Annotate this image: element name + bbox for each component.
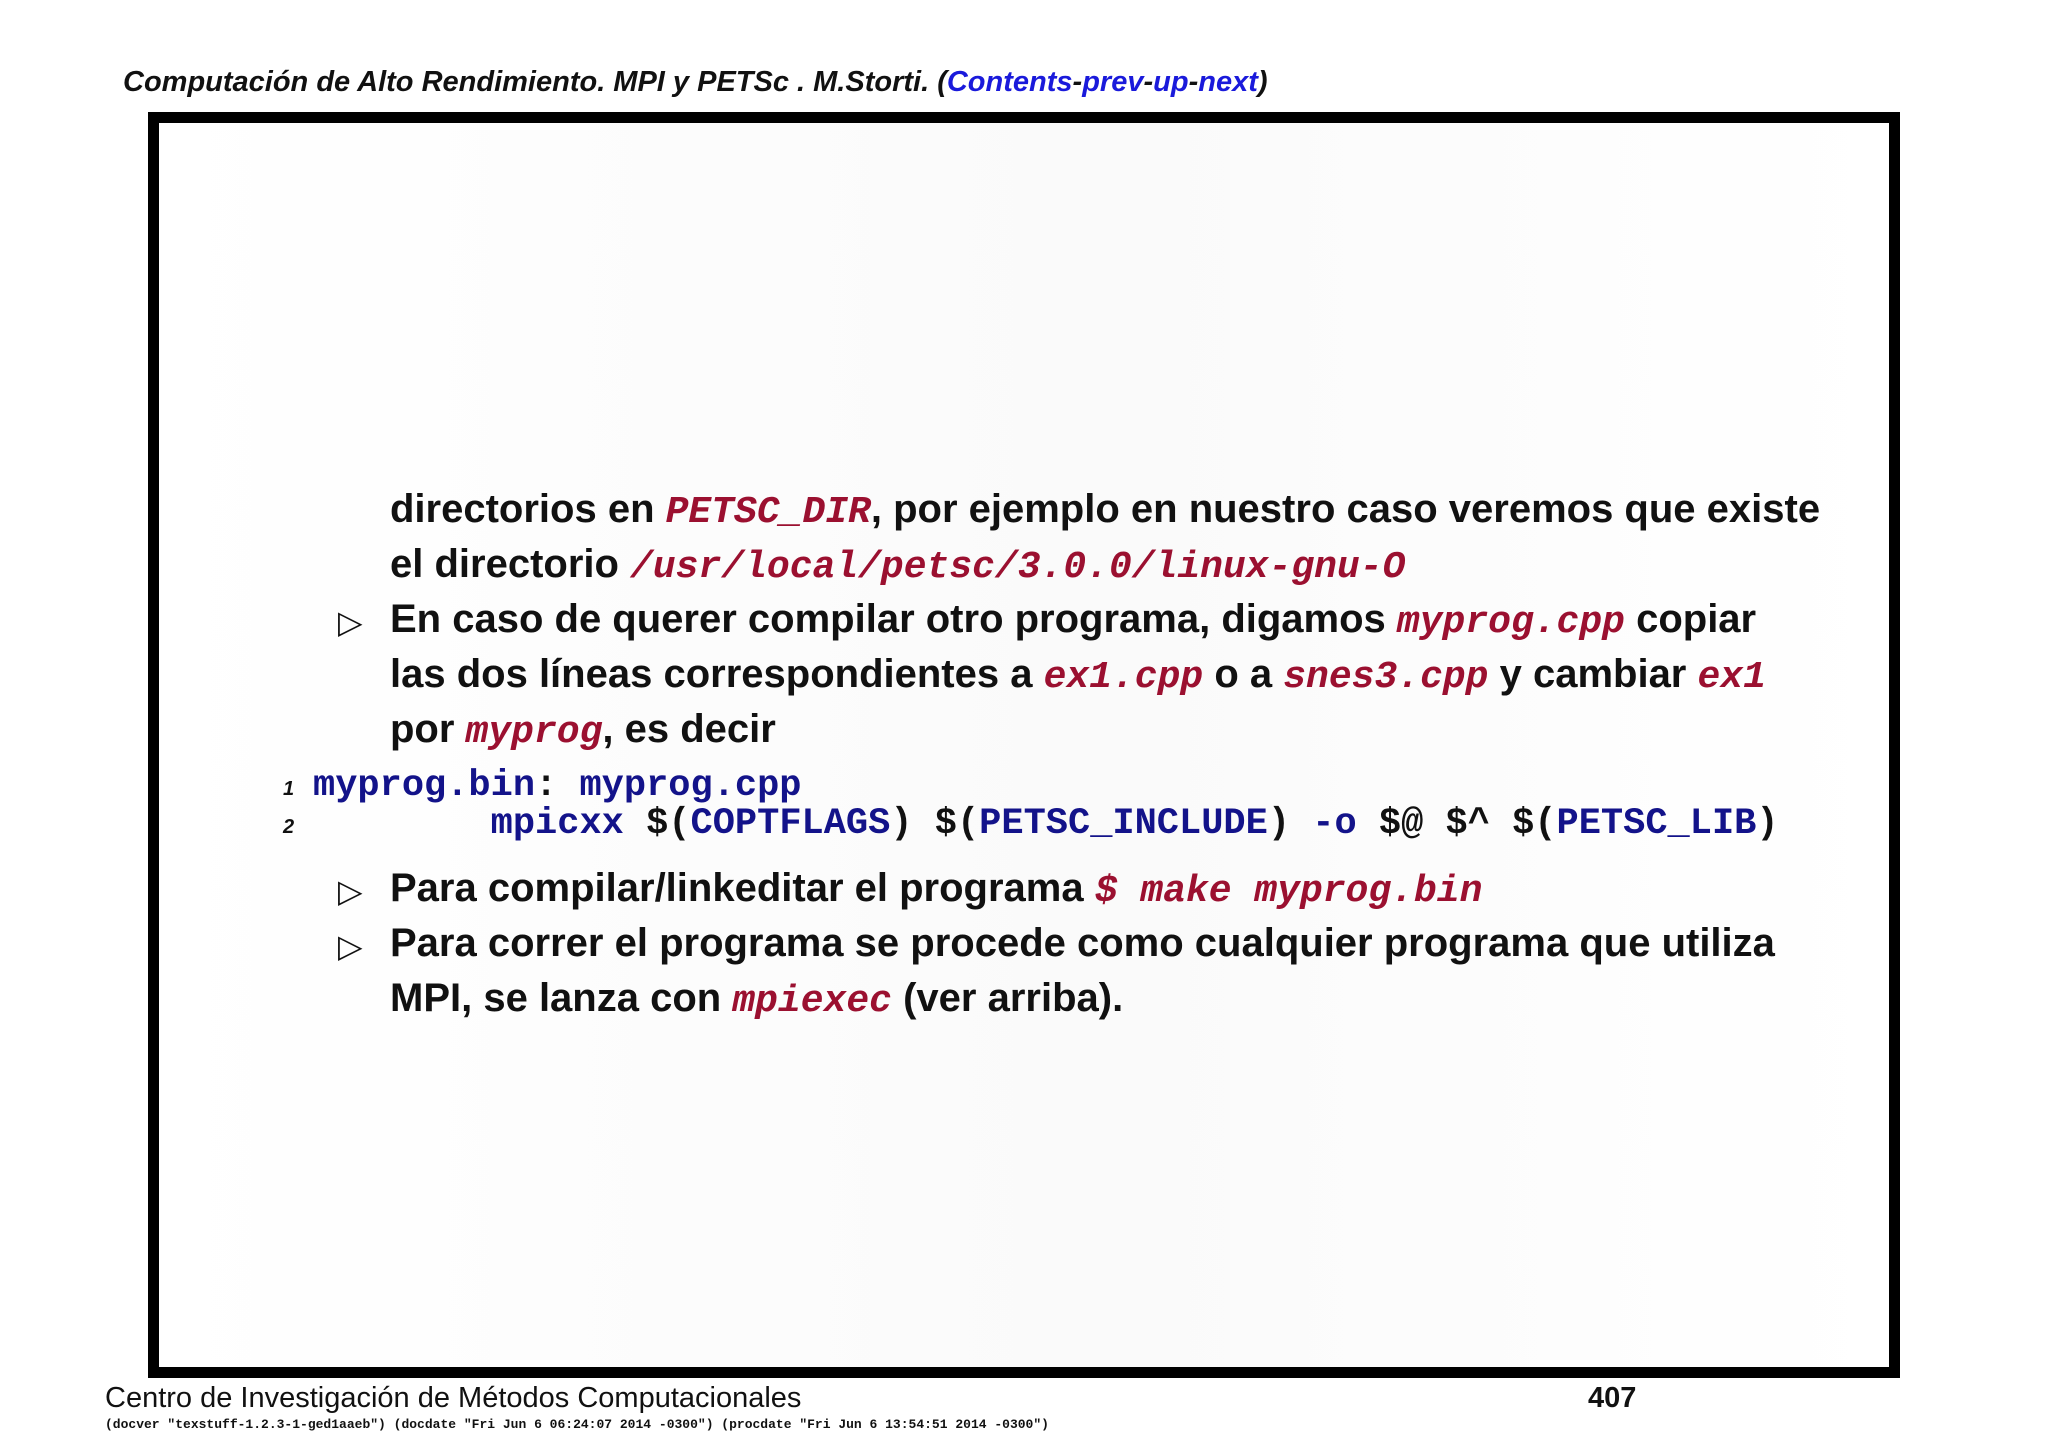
bullet-triangle-icon: ▷: [338, 873, 363, 909]
code-mpiexec: mpiexec: [732, 980, 892, 1023]
nav-up-link[interactable]: up: [1153, 66, 1189, 98]
bullet-2-line: Para compilar/linkeditar el programa $ make myprog.bin: [390, 866, 1483, 913]
nav-next-link[interactable]: next: [1198, 66, 1258, 98]
code-listing-line-1: 1 myprog.bin: myprog.cpp: [283, 765, 802, 807]
nav-separator: -: [1072, 66, 1083, 98]
page-number: 407: [1588, 1382, 1637, 1414]
code-petsc-dir: PETSC_DIR: [665, 491, 871, 534]
footer-version-info: (docver "texstuff-1.2.3-1-ged1aaeb") (docdate "Fri Jun 6 06:24:07 2014 -0300") (procdate "Fri Jun 6 13:54:51 2014 -0300"): [105, 1417, 1049, 1432]
nav-contents-link[interactable]: Contents: [946, 66, 1073, 98]
header-title: Computación de Alto Rendimiento. MPI y PETSc . M.Storti. (: [123, 66, 947, 98]
nav-prev-link[interactable]: prev: [1082, 66, 1144, 98]
nav-separator: -: [1188, 66, 1199, 98]
bullet-triangle-icon: ▷: [338, 928, 363, 964]
code-ex1: ex1: [1697, 656, 1766, 699]
bullet-3-line-2: MPI, se lanza con mpiexec (ver arriba).: [390, 976, 1124, 1023]
code-myprog-cpp: myprog.cpp: [1396, 601, 1625, 644]
code-listing-line-2: 2 mpicxx $(COPTFLAGS) $(PETSC_INCLUDE) -o $@ $^ $(PETSC_LIB): [283, 803, 1779, 845]
code-ex1-cpp: ex1.cpp: [1043, 656, 1204, 699]
code-myprog: myprog: [465, 711, 603, 754]
bullet-triangle-icon: ▷: [338, 604, 363, 640]
bullet-1-line-3: por myprog, es decir: [390, 707, 776, 754]
code-snes3-cpp: snes3.cpp: [1283, 656, 1489, 699]
bullet-3-line-1: Para correr el programa se procede como cualquier programa que utiliza: [390, 921, 1775, 965]
code-directory-path: /usr/local/petsc/3.0.0/linux-gnu-O: [630, 546, 1406, 589]
page-header: [123, 66, 1268, 99]
paragraph-line-1: directorios en PETSC_DIR, por ejemplo en nuestro caso veremos que existe: [390, 487, 1821, 534]
line-number: 2: [283, 816, 295, 838]
bullet-1-line-1: En caso de querer compilar otro programa, digamos myprog.cpp copiar: [390, 597, 1757, 644]
line-number: 1: [283, 778, 295, 800]
bullet-1-line-2: las dos líneas correspondientes a ex1.cpp o a snes3.cpp y cambiar ex1: [390, 652, 1766, 699]
footer-institution: Centro de Investigación de Métodos Computacionales: [105, 1382, 802, 1414]
code-make-command: $ make myprog.bin: [1094, 870, 1483, 913]
header-close-paren: ): [1257, 66, 1268, 98]
nav-separator: -: [1143, 66, 1154, 98]
paragraph-line-2: el directorio /usr/local/petsc/3.0.0/linux-gnu-O: [390, 542, 1406, 589]
slide-frame: [148, 112, 1900, 1378]
slide-content: [159, 123, 1889, 1367]
